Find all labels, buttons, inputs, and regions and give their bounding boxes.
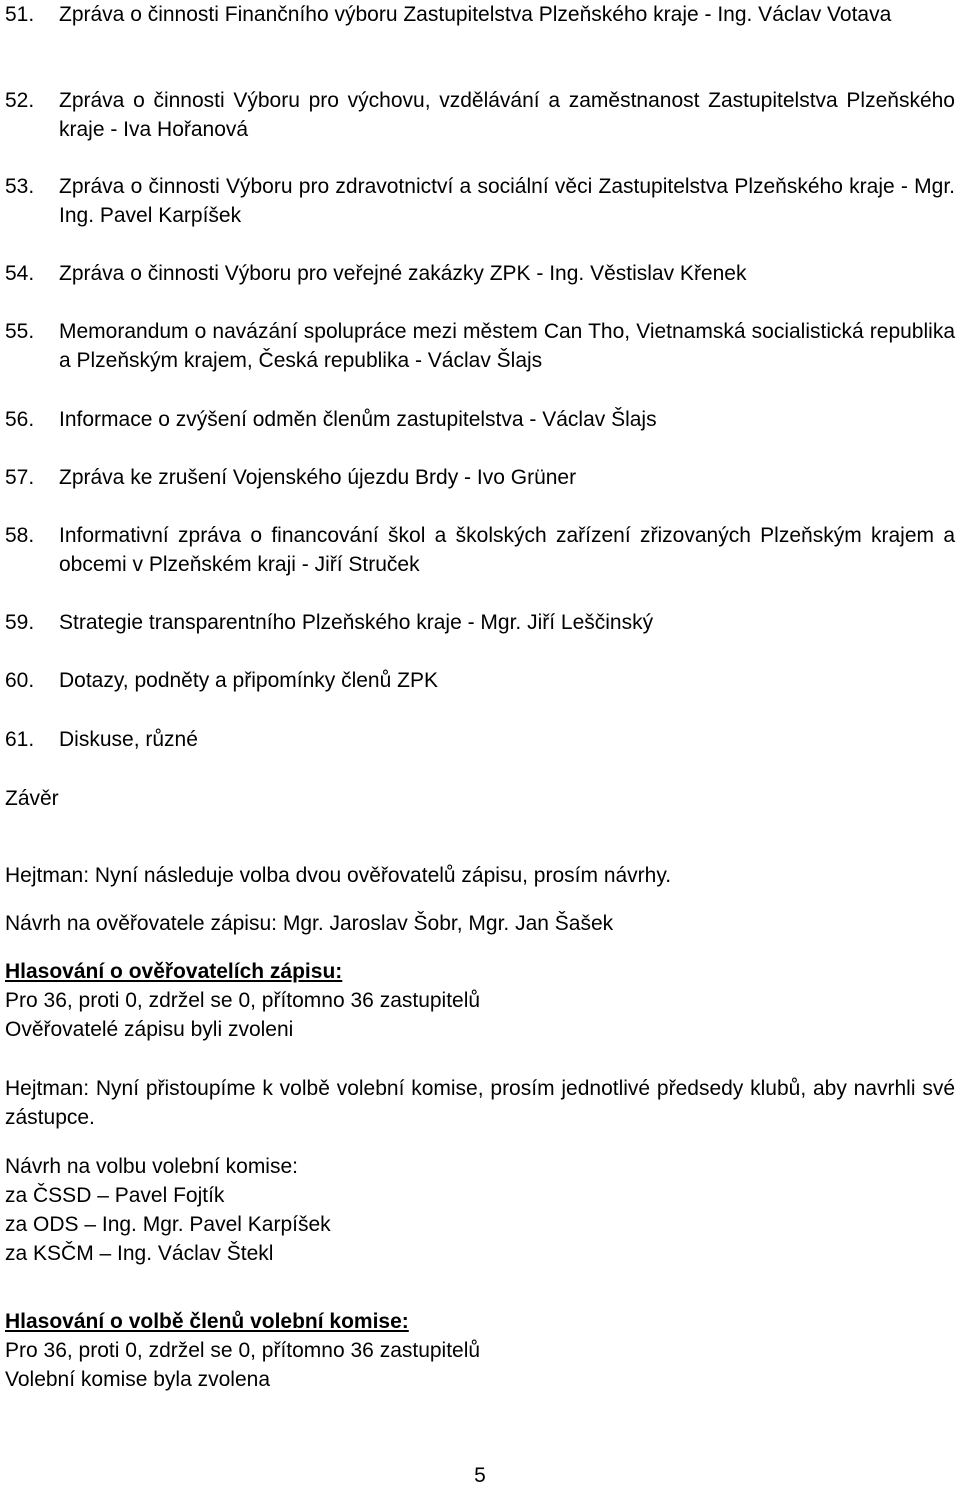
- commission-member: za ODS – Ing. Mgr. Pavel Karpíšek: [5, 1213, 331, 1236]
- agenda-item-number: 54.: [5, 262, 35, 285]
- agenda-item-text: Zpráva o činnosti Výboru pro veřejné zakázky ZPK - Ing. Věstislav Křenek: [59, 262, 747, 285]
- vote-outcome: Volební komise byla zvolena: [5, 1368, 270, 1391]
- agenda-item-text: Strategie transparentního Plzeňského kraje - Mgr. Jiří Leščinský: [59, 611, 654, 634]
- vote-result: Pro 36, proti 0, zdržel se 0, přítomno 36 zastupitelů: [5, 1339, 481, 1362]
- vote-block-verifiers: [5, 957, 955, 1044]
- commission-member: za KSČM – Ing. Václav Štekl: [5, 1242, 274, 1265]
- agenda-item-number: 53.: [5, 175, 35, 198]
- commission-member: za ČSSD – Pavel Fojtík: [5, 1184, 225, 1207]
- commission-proposal: [5, 1152, 955, 1268]
- agenda-item-text: Memorandum o navázání spolupráce mezi městem Can Tho, Vietnamská socialistická republika a Plzeňským krajem, Česká republika - Václav Šlajs: [59, 320, 955, 372]
- agenda-item: [5, 666, 955, 695]
- vote-heading: Hlasování o volbě členů volební komise:: [5, 1310, 409, 1333]
- vote-block-commission: [5, 1307, 955, 1394]
- agenda-item: [5, 317, 955, 375]
- agenda-item-text: Diskuse, různé: [59, 728, 198, 751]
- agenda-item: [5, 0, 955, 29]
- agenda-item-text: Zpráva o činnosti Výboru pro výchovu, vzdělávání a zaměstnanost Zastupitelstva Plzeňského kraje - Iva Hořanová: [59, 89, 955, 141]
- agenda-item: [5, 463, 955, 492]
- section-title: Závěr: [5, 787, 59, 810]
- agenda-item-number: 59.: [5, 611, 35, 634]
- paragraph-commission-call: Hejtman: Nyní přistoupíme k volbě volební komise, prosím jednotlivé předsedy klubů, aby navrhli své zástupce.: [5, 1077, 955, 1129]
- agenda-item-number: 61.: [5, 728, 35, 751]
- agenda-item-number: 52.: [5, 89, 35, 112]
- commission-heading: Návrh na volbu volební komise:: [5, 1155, 298, 1178]
- vote-outcome: Ověřovatelé zápisu byli zvoleni: [5, 1018, 294, 1041]
- agenda-item: [5, 725, 955, 754]
- paragraph-verifiers-call: Hejtman: Nyní následuje volba dvou ověřovatelů zápisu, prosím návrhy.: [5, 864, 672, 887]
- agenda-item: [5, 608, 955, 637]
- agenda-item-number: 56.: [5, 408, 35, 431]
- page-number: 5: [474, 1464, 486, 1487]
- paragraph-verifiers-proposal: Návrh na ověřovatele zápisu: Mgr. Jaroslav Šobr, Mgr. Jan Šašek: [5, 912, 614, 935]
- agenda-item: [5, 86, 955, 144]
- agenda-item-text: Zpráva ke zrušení Vojenského újezdu Brdy - Ivo Grüner: [59, 466, 577, 489]
- agenda-item-text: Dotazy, podněty a připomínky členů ZPK: [59, 669, 438, 692]
- agenda-item-number: 58.: [5, 524, 35, 547]
- agenda-item: [5, 521, 955, 579]
- agenda-item: [5, 259, 955, 288]
- vote-heading: Hlasování o ověřovatelích zápisu:: [5, 960, 343, 983]
- agenda-item-text: Zpráva o činnosti Finančního výboru Zastupitelstva Plzeňského kraje - Ing. Václav Votava: [59, 3, 892, 26]
- agenda-item-text: Informativní zpráva o financování škol a školských zařízení zřizovaných Plzeňským krajem a obcemi v Plzeňském kraji - Jiří Struček: [59, 524, 955, 576]
- vote-result: Pro 36, proti 0, zdržel se 0, přítomno 36 zastupitelů: [5, 989, 481, 1012]
- agenda-item-number: 51.: [5, 3, 35, 26]
- agenda-item: [5, 405, 955, 434]
- agenda-item-number: 60.: [5, 669, 35, 692]
- agenda-item-number: 57.: [5, 466, 35, 489]
- agenda-item: [5, 172, 955, 230]
- agenda-item-text: Informace o zvýšení odměn členům zastupitelstva - Václav Šlajs: [59, 408, 657, 431]
- agenda-item-text: Zpráva o činnosti Výboru pro zdravotnictví a sociální věci Zastupitelstva Plzeňského kraje - Mgr. Ing. Pavel Karpíšek: [59, 175, 955, 227]
- agenda-item-number: 55.: [5, 320, 35, 343]
